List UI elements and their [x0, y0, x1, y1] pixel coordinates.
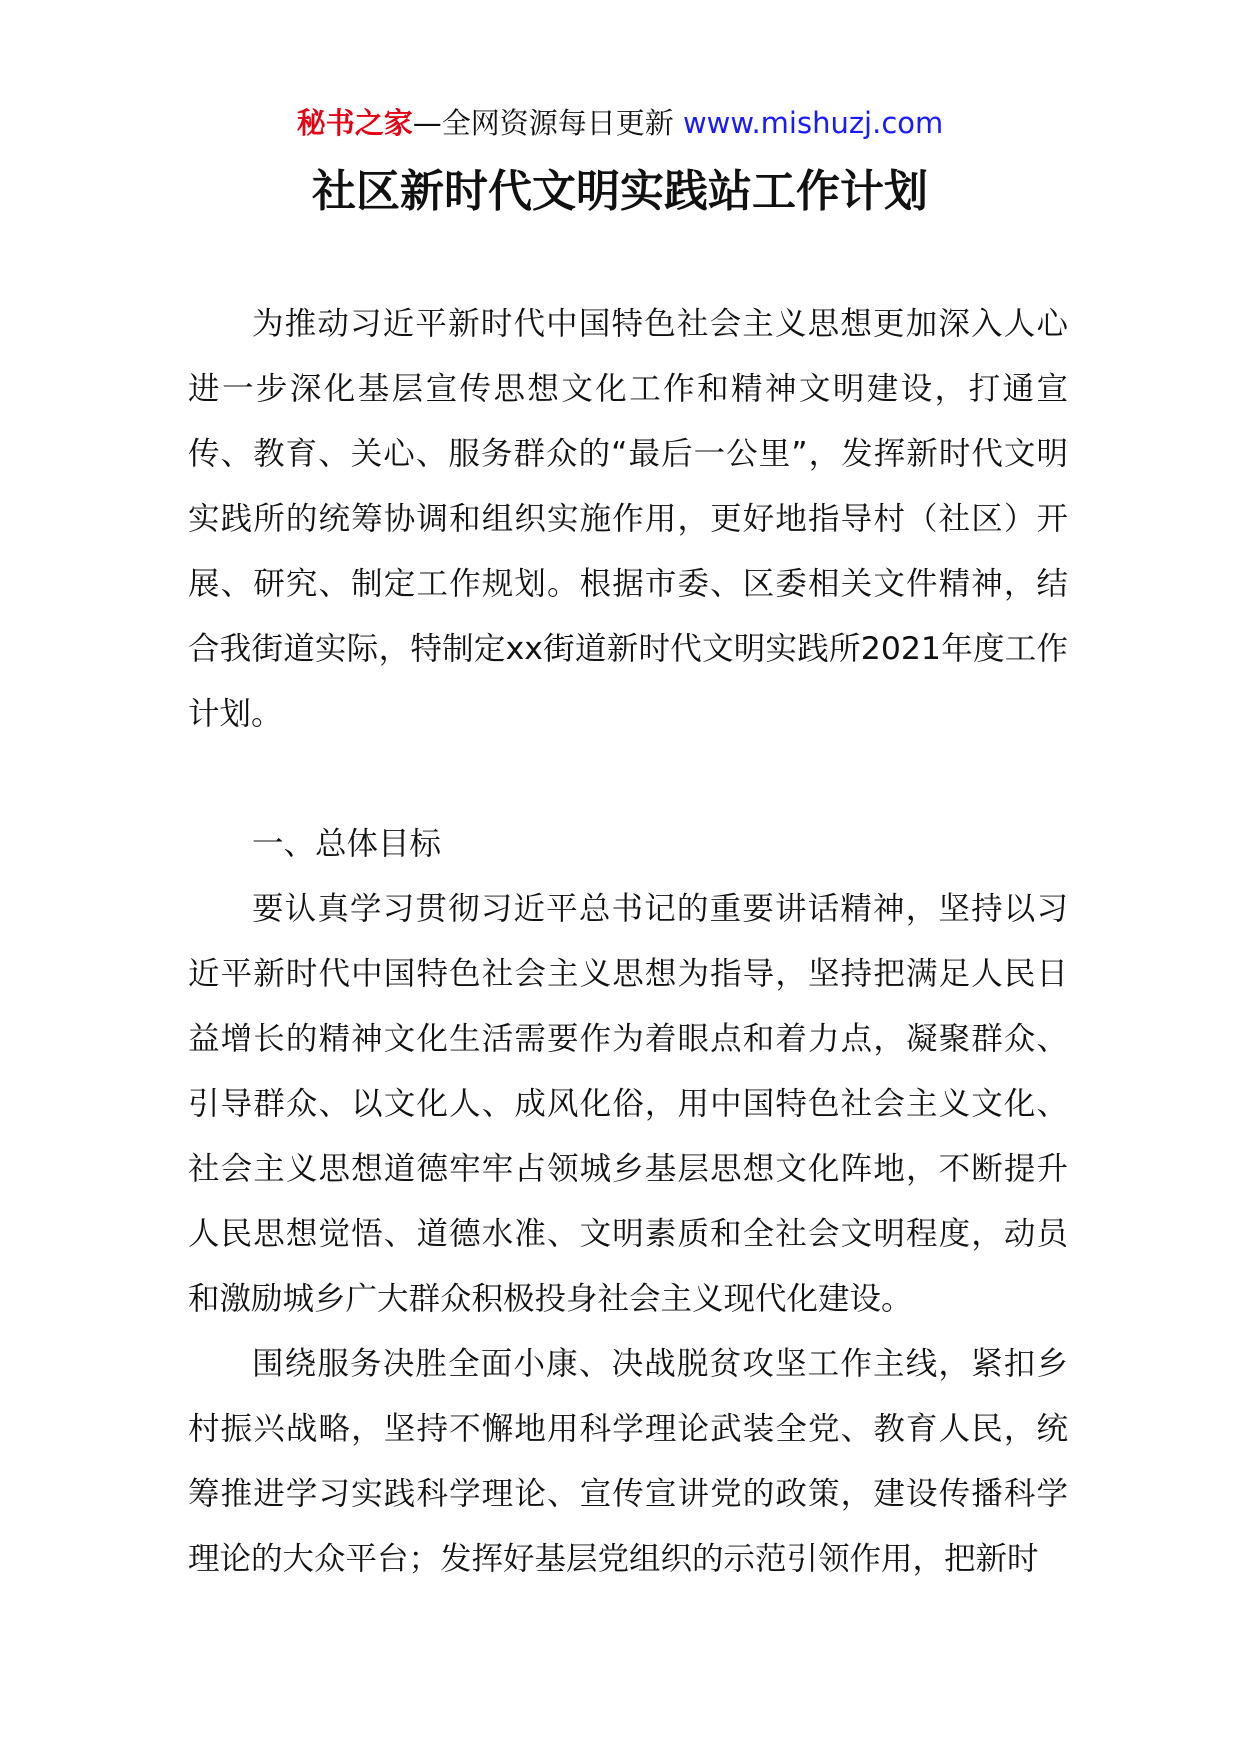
section-heading-overall-goals: 一、总体目标 — [252, 826, 442, 862]
body-paragraph-1: 要认真学习贯彻习近平总书记的重要讲话精神，坚持以习近平新时代中国特色社会主义思想为指导，坚持把满足人民日益增长的精神文化生活需要作为着眼点和着力点，凝聚群众、引导群众、以文化人、成风化俗，用中国特色社会主义文化、社会主义思想道德牢牢占领城乡基层思想文化阵地，不断提升人民思想觉悟、道德水准、文明素质和全社会文明程度，动员和激励城乡广大群众积极投身社会主义现代化建设。 — [188, 891, 1068, 1317]
body-paragraph-2: 围绕服务决胜全面小康、决战脱贫攻坚工作主线，紧扣乡村振兴战略，坚持不懈地用科学理论武装全党、教育人民，统筹推进学习实践科学理论、宣传宣讲党的政策，建设传播科学理论的大众平台；发挥好基层党组织的示范引领作用，把新时 — [188, 1346, 1068, 1577]
brand-name: 秘书之家 — [296, 106, 413, 140]
intro-paragraph: 为推动习近平新时代中国特色社会主义思想更加深入人心进一步深化基层宣传思想文化工作和精神文明建设，打通宣传、教育、关心、服务群众的“最后一公里”，发挥新时代文明实践所的统筹协调和组织实施作用，更好地指导村（社区）开展、研究、制定工作规划。根据市委、区委相关文件精神，结合我街道实际，特制定xx街道新时代文明实践所2021年度工作计划。 — [188, 306, 1068, 732]
site-url-link[interactable]: www.mishuzj.com — [682, 106, 944, 140]
header-tagline: —全网资源每日更新 — [412, 106, 683, 140]
document-title: 社区新时代文明实践站工作计划 — [312, 166, 928, 217]
site-header — [0, 103, 1240, 143]
document-body — [188, 292, 1068, 1592]
